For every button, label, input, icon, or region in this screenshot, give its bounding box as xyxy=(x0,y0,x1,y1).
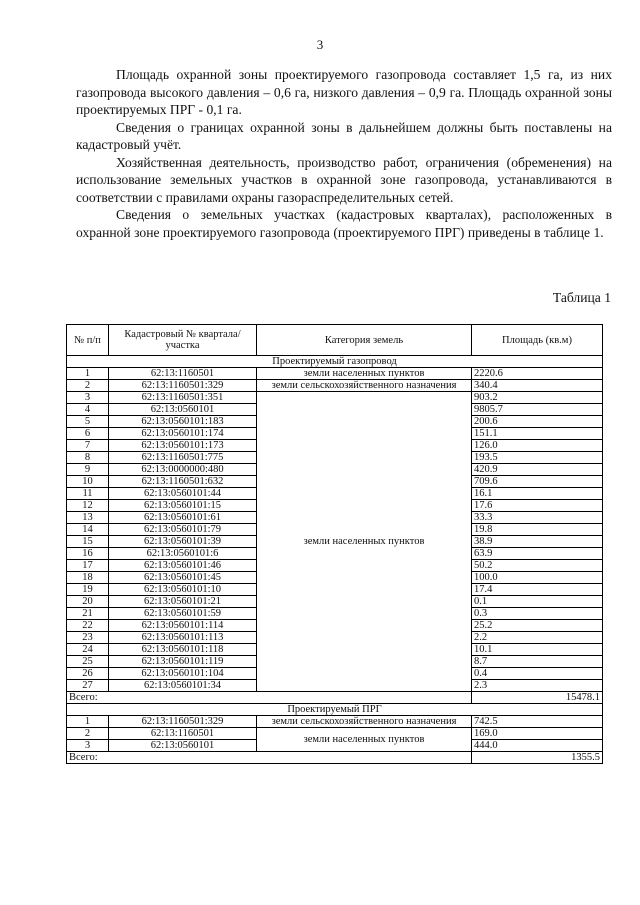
cadastral-number: 62:13:1160501 xyxy=(109,728,257,740)
cadastral-number: 62:13:0560101:119 xyxy=(109,656,257,668)
table-row xyxy=(67,368,603,380)
cadastral-number: 62:13:1160501:351 xyxy=(109,392,257,404)
land-category: земли населенных пунктов xyxy=(257,728,472,752)
cadastral-number: 62:13:1160501:775 xyxy=(109,452,257,464)
area-value: 193.5 xyxy=(472,452,603,464)
area-value: 0.4 xyxy=(472,668,603,680)
row-number: 27 xyxy=(67,680,109,692)
header-category: Категория земель xyxy=(257,325,472,356)
table-header-row xyxy=(67,325,603,356)
total-row xyxy=(67,692,603,704)
area-value: 50.2 xyxy=(472,560,603,572)
row-number: 3 xyxy=(67,392,109,404)
row-number: 19 xyxy=(67,584,109,596)
cadastral-number: 62:13:1160501:329 xyxy=(109,716,257,728)
row-number: 12 xyxy=(67,500,109,512)
area-value: 33.3 xyxy=(472,512,603,524)
cadastral-number: 62:13:0560101:61 xyxy=(109,512,257,524)
paragraph: Площадь охранной зоны проектируемого газопровода составляет 1,5 га, из них газопровода высокого давления – 0,6 га, низкого давления – 0,9 га. Площадь охранной зоны проектируемых ПРГ - 0,1 га. xyxy=(76,67,612,117)
row-number: 5 xyxy=(67,416,109,428)
area-value: 17.4 xyxy=(472,584,603,596)
area-value: 742.5 xyxy=(472,716,603,728)
cadastral-number: 62:13:0560101:10 xyxy=(109,584,257,596)
total-value: 1355.5 xyxy=(472,752,603,764)
area-value: 2220.6 xyxy=(472,368,603,380)
row-number: 23 xyxy=(67,632,109,644)
area-value: 8.7 xyxy=(472,656,603,668)
area-value: 63.9 xyxy=(472,548,603,560)
total-label: Всего: xyxy=(67,692,472,704)
row-number: 22 xyxy=(67,620,109,632)
cadastral-number: 62:13:0560101:6 xyxy=(109,548,257,560)
row-number: 2 xyxy=(67,728,109,740)
row-number: 2 xyxy=(67,380,109,392)
area-value: 420.9 xyxy=(472,464,603,476)
row-number: 21 xyxy=(67,608,109,620)
area-value: 340.4 xyxy=(472,380,603,392)
cadastral-number: 62:13:0560101:183 xyxy=(109,416,257,428)
cadastral-number: 62:13:0560101:21 xyxy=(109,596,257,608)
row-number: 9 xyxy=(67,464,109,476)
row-number: 24 xyxy=(67,644,109,656)
cadastral-number: 62:13:1160501:329 xyxy=(109,380,257,392)
table-row xyxy=(67,728,603,740)
header-area: Площадь (кв.м) xyxy=(472,325,603,356)
row-number: 13 xyxy=(67,512,109,524)
area-value: 151.1 xyxy=(472,428,603,440)
row-number: 4 xyxy=(67,404,109,416)
cadastral-number: 62:13:0560101:113 xyxy=(109,632,257,644)
paragraph: Хозяйственная деятельность, производство работ, ограничения (обременения) на использование земельных участков в охранной зоне газопровода, устанавливаются в соответствии с правилами охраны газораспределительных сетей. xyxy=(76,154,612,205)
table-row xyxy=(67,380,603,392)
row-number: 3 xyxy=(67,740,109,752)
land-category: земли населенных пунктов xyxy=(257,368,472,380)
row-number: 20 xyxy=(67,596,109,608)
cadastral-number: 62:13:0560101:118 xyxy=(109,644,257,656)
area-value: 169.0 xyxy=(472,728,603,740)
body-text xyxy=(76,66,612,241)
row-number: 7 xyxy=(67,440,109,452)
row-number: 10 xyxy=(67,476,109,488)
section-row xyxy=(67,704,603,716)
cadastral-number: 62:13:0560101:79 xyxy=(109,524,257,536)
cadastral-number: 62:13:0560101:34 xyxy=(109,680,257,692)
area-value: 903.2 xyxy=(472,392,603,404)
table-row xyxy=(67,716,603,728)
land-plots-table xyxy=(66,324,603,764)
area-value: 126.0 xyxy=(472,440,603,452)
cadastral-number: 62:13:0560101:174 xyxy=(109,428,257,440)
cadastral-number: 62:13:1160501 xyxy=(109,368,257,380)
cadastral-number: 62:13:0560101:173 xyxy=(109,440,257,452)
row-number: 26 xyxy=(67,668,109,680)
cadastral-number: 62:13:0560101:44 xyxy=(109,488,257,500)
section-title: Проектируемый ПРГ xyxy=(67,704,603,716)
row-number: 8 xyxy=(67,452,109,464)
page-number: 3 xyxy=(316,37,324,52)
row-number: 14 xyxy=(67,524,109,536)
area-value: 16.1 xyxy=(472,488,603,500)
section-title: Проектируемый газопровод xyxy=(67,356,603,368)
cadastral-number: 62:13:0560101 xyxy=(109,740,257,752)
area-value: 444.0 xyxy=(472,740,603,752)
header-cadastral: Кадастровый № квартала/участка xyxy=(109,325,257,356)
area-value: 100.0 xyxy=(472,572,603,584)
total-label: Всего: xyxy=(67,752,472,764)
section-row xyxy=(67,356,603,368)
area-value: 200.6 xyxy=(472,416,603,428)
cadastral-number: 62:13:0000000:480 xyxy=(109,464,257,476)
cadastral-number: 62:13:0560101:59 xyxy=(109,608,257,620)
area-value: 10.1 xyxy=(472,644,603,656)
area-value: 9805.7 xyxy=(472,404,603,416)
land-category: земли населенных пунктов xyxy=(257,392,472,692)
area-value: 2.2 xyxy=(472,632,603,644)
area-value: 709.6 xyxy=(472,476,603,488)
land-category: земли сельскохозяйственного назначения xyxy=(257,716,472,728)
total-value: 15478.1 xyxy=(472,692,603,704)
cadastral-number: 62:13:0560101:39 xyxy=(109,536,257,548)
row-number: 17 xyxy=(67,560,109,572)
paragraph: Сведения о земельных участках (кадастровых кварталах), расположенных в охранной зоне проектируемого газопровода (проектируемого ПРГ) приведены в таблице 1. xyxy=(76,207,612,240)
cadastral-number: 62:13:0560101:45 xyxy=(109,572,257,584)
area-value: 0.1 xyxy=(472,596,603,608)
row-number: 1 xyxy=(67,368,109,380)
row-number: 1 xyxy=(67,716,109,728)
area-value: 25.2 xyxy=(472,620,603,632)
area-value: 38.9 xyxy=(472,536,603,548)
area-value: 17.6 xyxy=(472,500,603,512)
row-number: 18 xyxy=(67,572,109,584)
area-value: 19.8 xyxy=(472,524,603,536)
row-number: 11 xyxy=(67,488,109,500)
row-number: 25 xyxy=(67,656,109,668)
row-number: 16 xyxy=(67,548,109,560)
total-row xyxy=(67,752,603,764)
cadastral-number: 62:13:0560101:15 xyxy=(109,500,257,512)
cadastral-number: 62:13:0560101 xyxy=(109,404,257,416)
area-value: 0.3 xyxy=(472,608,603,620)
cadastral-number: 62:13:0560101:104 xyxy=(109,668,257,680)
table-title: Таблица 1 xyxy=(552,290,611,305)
area-value: 2.3 xyxy=(472,680,603,692)
header-num: № п/п xyxy=(67,325,109,356)
table-row xyxy=(67,392,603,404)
row-number: 15 xyxy=(67,536,109,548)
paragraph: Сведения о границах охранной зоны в дальнейшем должны быть поставлены на кадастровый учёт. xyxy=(76,119,612,152)
cadastral-number: 62:13:1160501:632 xyxy=(109,476,257,488)
row-number: 6 xyxy=(67,428,109,440)
cadastral-number: 62:13:0560101:114 xyxy=(109,620,257,632)
land-category: земли сельскохозяйственного назначения xyxy=(257,380,472,392)
cadastral-number: 62:13:0560101:46 xyxy=(109,560,257,572)
